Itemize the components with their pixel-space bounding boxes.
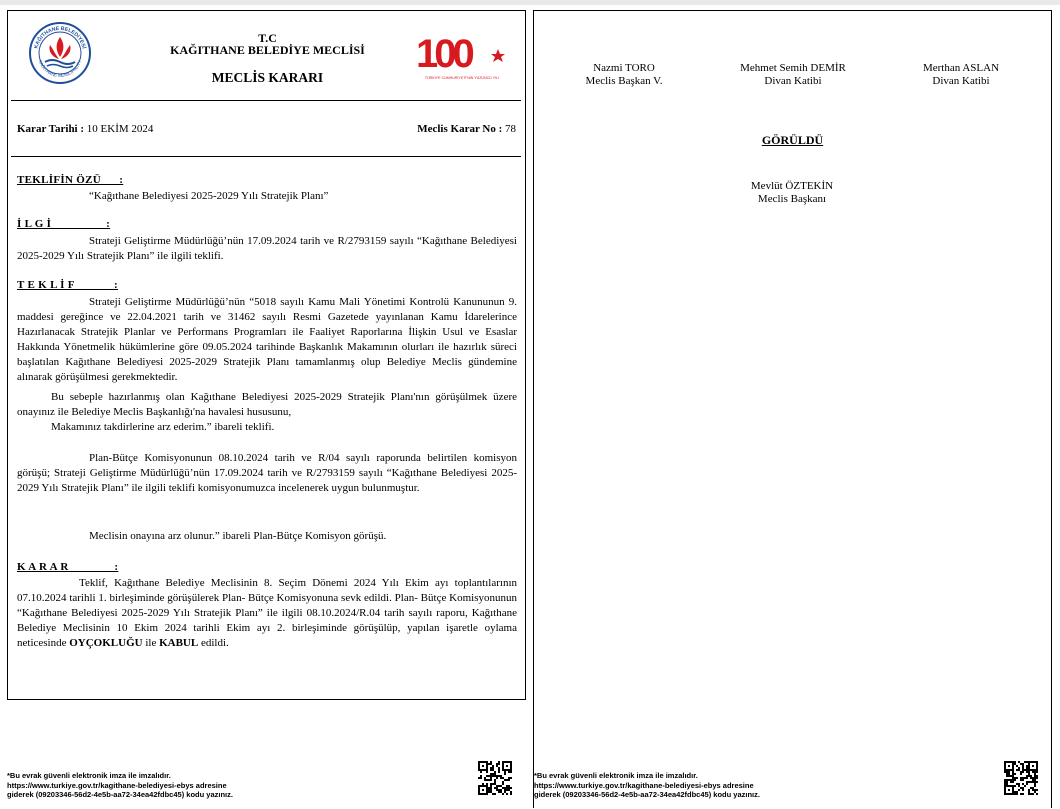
meta-divider <box>11 156 521 157</box>
logo-text-bottom: KAĞITHANE MUNICIPALITY <box>37 59 83 79</box>
teklif-paragraph-1: Strateji Geliştirme Müdürlüğü’nün “5018 sayılı Kamu Mali Yönetimi Kontrolü Kanununun 9. maddesi gereğince ve 22.04.2021 tarih ve 31462 sayılı Resmi Gazetede yayınlanan Kamu İdarelerince Hazırlanacak Stratejik Planlar ve Performans Programları ile Faaliyet Raporlarına İlişkin Usul ve Esaslar Hakkında Yönetmelik hükümlerine göre 09.05.2024 tarihinde Başkanlık Makamının olurları ile hazırlık süreci başlatılan Kağıthane Belediyesi 2025-2029 Stratejik Planı tamamlanmış olup Belediye Meclis gündemine alınarak görüşülmesi gerekmektedir. <box>17 296 517 383</box>
number-label: Meclis Karar No : <box>417 123 503 135</box>
signer-name: Nazmi TORO <box>593 62 655 74</box>
document-page-2 <box>533 10 1052 808</box>
komisyon-paragraph-1: Plan-Bütçe Komisyonunun 08.10.2024 tarih ve R/04 sayılı raporunda belirtilen komisyon görüşü; Strateji Geliştirme Müdürlüğü’nün 17.09.2024 tarih ve R/2793159 sayılı “Kağıthane Belediyesi 2025-2029 Yılı Stratejik Planı” ile ilgili teklifi komisyonumuzca incelenerek uygun bulunmuştur. <box>17 452 517 494</box>
document-type-title: MECLİS KARARI <box>211 70 324 85</box>
goruldu-heading: GÖRÜLDÜ <box>761 133 824 147</box>
section-label-ilgi: İ L G İ : <box>17 218 111 230</box>
decision-date <box>17 123 153 135</box>
karar-paragraph: Teklif, Kağıthane Belediye Meclisinin 8. Seçim Dönemi 2024 Yılı Ekim ayı toplantılarının 07.10.2024 tarihli 1. birleşiminde görüşülerek Plan- Bütçe Komisyonuna sevk edildi. Plan- Bütçe Komisyonunun “Kağıthane Belediyesi 2025-2029 Yılı Stratejik Planı” ile ilgili 08.10.2024/R.04 tarih sayılı raporu, Kağıthane Belediye Meclisinin 10 Ekim 2024 tarihli Ekim ayı 2. birleşiminde görüşülüp, yapılan işaretle oylama neticesinde OYÇOKLUĞU ile KABUL edildi. <box>17 577 517 649</box>
teklif-paragraph-2: Bu sebeple hazırlanmış olan Kağıthane Belediyesi 2025-2029 Stratejik Planı'nın görüşülmek üzere onayınız ile Belediye Meclis Başkanlığı'na havalesi hususunu, <box>17 391 517 418</box>
signature-block <box>713 62 873 88</box>
logo-text-top: KAĞITHANE BELEDİYESİ <box>33 25 87 50</box>
approver-title: Meclis Başkanı <box>757 193 827 205</box>
signer-name: Merthan ASLAN <box>922 62 1000 74</box>
viewer-top-bar <box>0 0 1060 5</box>
vote-result: OYÇOKLUĞU <box>69 637 143 649</box>
number-value: 78 <box>505 123 516 135</box>
council-name: KAĞITHANE BELEDİYE MECLİSİ <box>170 43 365 57</box>
qr-code-icon <box>478 761 512 795</box>
header-divider <box>11 100 521 101</box>
decision-result: KABUL <box>159 637 199 649</box>
logo100-number: 100 <box>416 32 471 76</box>
signature-block <box>544 62 704 88</box>
document-page-1 <box>7 10 526 700</box>
e-signature-footer-right: *Bu evrak güvenli elektronik imza ile imzalıdır. https://www.turkiye.gov.tr/kagithane-belediyesi-ebys adresine giderek (09203346-56d2-4e5b-aa72-34ea42fdbc45) kodu yazınız. <box>534 771 760 799</box>
teklif-paragraph-3: Makamınız takdirlerine arz ederim.” ibareli teklifi. <box>51 421 275 433</box>
section-text-ozu: “Kağıthane Belediyesi 2025-2029 Yılı Stratejik Planı” <box>89 190 329 202</box>
section-label-ozu: TEKLİFİN ÖZÜ : <box>17 174 124 186</box>
qr-code-icon <box>1004 761 1038 795</box>
section-label-karar: K A R A R : <box>17 561 119 573</box>
date-value: 10 EKİM 2024 <box>86 123 154 135</box>
section-text-ilgi: Strateji Geliştirme Müdürlüğü’nün 17.09.2024 tarih ve R/2793159 sayılı “Kağıthane Belediyesi 2025-2029 Yılı Stratejik Planı” ile ilgili teklifi. <box>17 235 517 262</box>
signer-name: Mehmet Semih DEMİR <box>740 62 846 74</box>
e-signature-footer-left: *Bu evrak güvenli elektronik imza ile imzalıdır. https://www.turkiye.gov.tr/kagithane-belediyesi-ebys adresine giderek (09203346-56d2-4e5b-aa72-34ea42fdbc45) kodu yazınız. <box>7 771 233 799</box>
signature-block <box>881 62 1041 88</box>
date-label: Karar Tarihi : <box>17 123 85 135</box>
decision-number <box>417 123 516 135</box>
section-label-teklif: T E K L İ F : <box>17 279 119 291</box>
signer-title: Divan Katibi <box>932 75 990 87</box>
approver-name: Mevlüt ÖZTEKİN <box>750 180 834 192</box>
header-tc: T.C <box>258 31 277 45</box>
logo100-caption: TÜRKİYE CUMHURİYETİ'NİN YÜZÜNCÜ YILI <box>424 76 500 80</box>
komisyon-paragraph-2: Meclisin onayına arz olunur.” ibareli Plan-Bütçe Komisyon görüşü. <box>89 530 387 542</box>
centennial-100-logo-icon <box>416 31 508 85</box>
approver-block <box>712 180 872 206</box>
signer-title: Divan Katibi <box>764 75 822 87</box>
signer-title: Meclis Başkan V. <box>585 75 663 87</box>
